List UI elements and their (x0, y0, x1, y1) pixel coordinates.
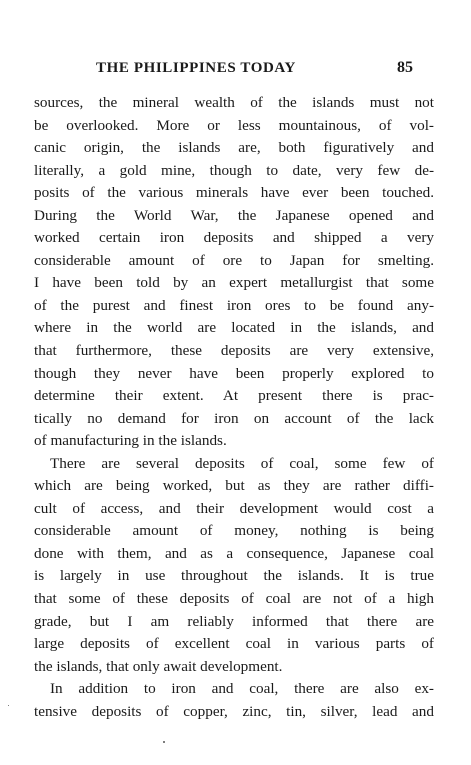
text-line: done with them, and as a consequence, Japanese coal (34, 544, 434, 562)
text-line: posits of the various minerals have ever been touched. (34, 184, 434, 202)
text-line: tensive deposits of copper, zinc, tin, silver, lead and (34, 702, 434, 720)
text-line: considerable amount of ore to Japan for smelting. (34, 251, 434, 269)
text-line: tically no demand for iron on account of the lack (34, 409, 434, 427)
paragraph (34, 92, 434, 453)
scan-speck (163, 741, 165, 743)
text-line: During the World War, the Japanese opened and (34, 206, 434, 224)
paragraph (34, 453, 434, 678)
text-line: considerable amount of money, nothing is being (34, 522, 434, 540)
text-line: grade, but I am reliably informed that there are (34, 612, 434, 630)
text-line: In addition to iron and coal, there are also ex- (50, 680, 434, 698)
text-line: large deposits of excellent coal in various parts of (34, 635, 434, 653)
text-line: worked certain iron deposits and shipped a very (34, 229, 434, 247)
text-line: is largely in use throughout the islands. It is true (34, 567, 434, 585)
text-line: of manufacturing in the islands. (34, 432, 227, 450)
text-line: sources, the mineral wealth of the islands must not (34, 94, 434, 111)
body-text (34, 92, 434, 723)
paragraph (34, 678, 434, 723)
text-line: that furthermore, these deposits are very extensive, (34, 342, 434, 360)
text-line: the islands, that only await development. (34, 657, 283, 675)
text-line: where in the world are located in the islands, and (34, 319, 434, 337)
text-line: canic origin, the islands are, both figuratively and (34, 139, 434, 157)
page-number: 85 (397, 59, 413, 76)
text-line: literally, a gold mine, though to date, very few de- (34, 161, 434, 179)
text-line: of the purest and finest iron ores to be found any- (34, 296, 434, 314)
text-line: cult of access, and their development would cost a (34, 499, 434, 517)
text-line: that some of these deposits of coal are not of a high (34, 590, 434, 608)
text-line: I have been told by an expert metallurgist that some (34, 274, 434, 292)
text-line: There are several deposits of coal, some few of (50, 454, 434, 472)
text-line: which are being worked, but as they are rather diffi- (34, 477, 434, 495)
text-line: determine their extent. At present there is prac- (34, 387, 434, 405)
text-line: though they never have been properly explored to (34, 364, 434, 382)
page-header (0, 60, 471, 84)
scan-speck (8, 705, 9, 706)
running-head: THE PHILIPPINES TODAY (96, 60, 296, 76)
text-line: be overlooked. More or less mountainous, of vol- (34, 116, 434, 134)
